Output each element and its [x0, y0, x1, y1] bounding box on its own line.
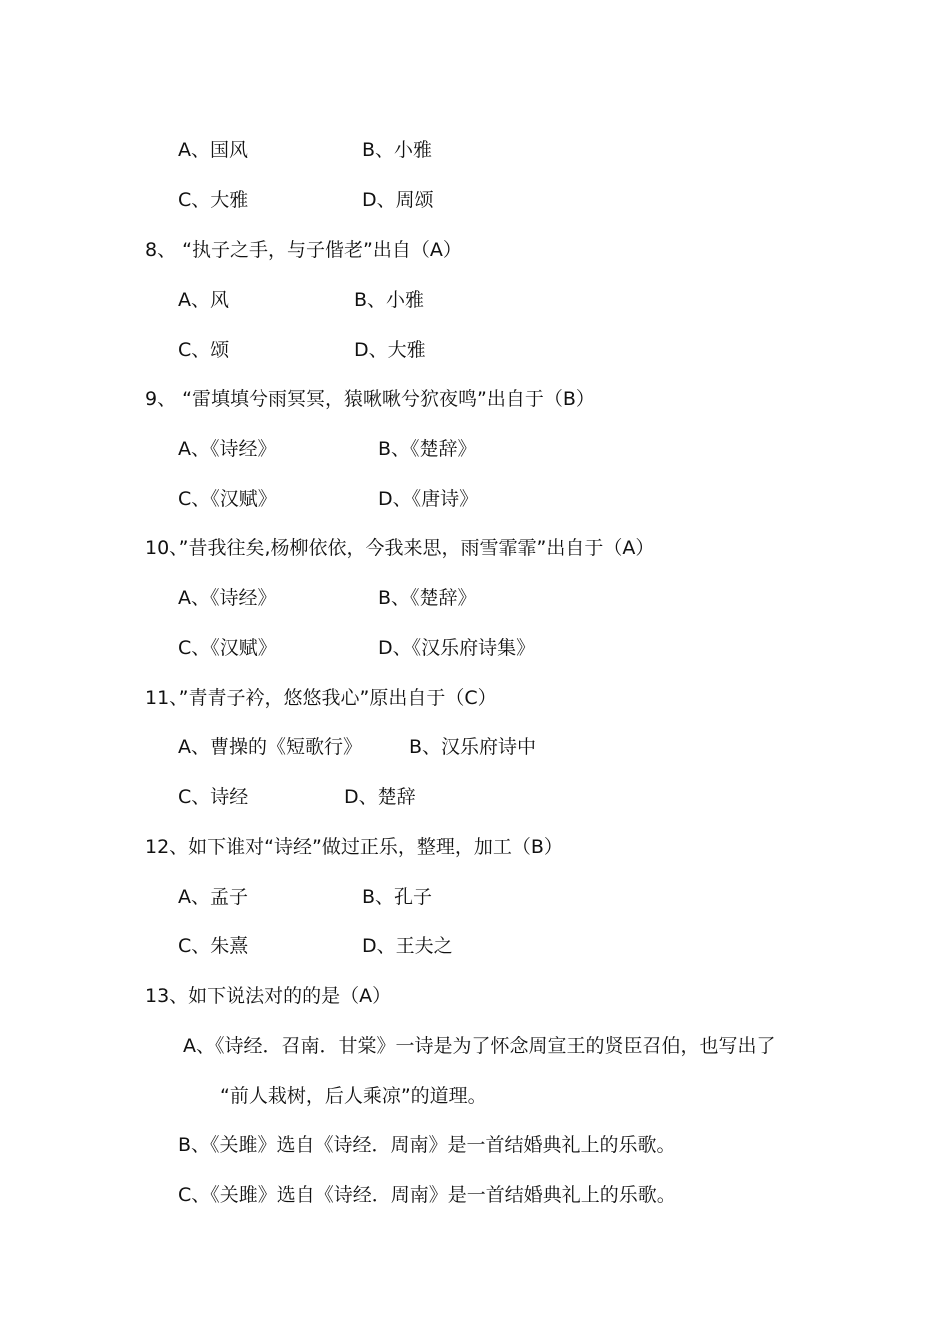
- option-b: B、孔子: [362, 886, 433, 908]
- option-a: A、风: [178, 289, 229, 311]
- option-b: B、《楚辞》: [378, 587, 477, 609]
- option-c: C、颂: [178, 339, 230, 361]
- question-13: 13、如下说法对的的是（A）: [145, 985, 392, 1007]
- question-9: 9、 “雷填填兮雨冥冥，猿啾啾兮狖夜鸣”出自于（B）: [145, 388, 595, 410]
- option-d: D、王夫之: [362, 935, 453, 957]
- option-a-line-2: “前人栽树，后人乘凉”的道理。: [220, 1085, 487, 1107]
- option-a-line-1: A、《诗经．召南．甘棠》一诗是为了怀念周宣王的贤臣召伯，也写出了: [183, 1035, 776, 1057]
- option-a: A、《诗经》: [178, 587, 277, 609]
- question-11: 11、”青青子衿，悠悠我心”原出自于（C）: [145, 687, 497, 709]
- option-c: C、朱熹: [178, 935, 249, 957]
- option-b: B、汉乐府诗中: [409, 736, 537, 758]
- option-b: B、小雅: [354, 289, 425, 311]
- option-d: D、大雅: [354, 339, 426, 361]
- option-d: D、《唐诗》: [378, 488, 479, 510]
- option-b: B、《楚辞》: [378, 438, 477, 460]
- option-d: D、楚辞: [344, 786, 416, 808]
- option-c: C、大雅: [178, 189, 249, 211]
- option-d: D、《汉乐府诗集》: [378, 637, 536, 659]
- option-c: C、《汉赋》: [178, 637, 277, 659]
- option-b: B、《关雎》选自《诗经．周南》是一首结婚典礼上的乐歌。: [178, 1134, 676, 1156]
- option-a: A、曹操的《短歌行》: [178, 736, 362, 758]
- option-b: B、小雅: [362, 139, 433, 161]
- option-a: A、国风: [178, 139, 248, 161]
- option-c: C、诗经: [178, 786, 249, 808]
- question-8: 8、 “执子之手，与子偕老”出自（A）: [145, 239, 462, 261]
- option-c: C、《汉赋》: [178, 488, 277, 510]
- option-a: A、孟子: [178, 886, 248, 908]
- option-a: A、《诗经》: [178, 438, 277, 460]
- question-10: 10、”昔我往矣,杨柳依依，今我来思，雨雪霏霏”出自于（A）: [145, 537, 655, 559]
- question-12: 12、如下谁对“诗经”做过正乐，整理，加工（B）: [145, 836, 563, 858]
- option-d: D、周颂: [362, 189, 434, 211]
- option-c: C、《关雎》选自《诗经．周南》是一首结婚典礼上的乐歌。: [178, 1184, 676, 1206]
